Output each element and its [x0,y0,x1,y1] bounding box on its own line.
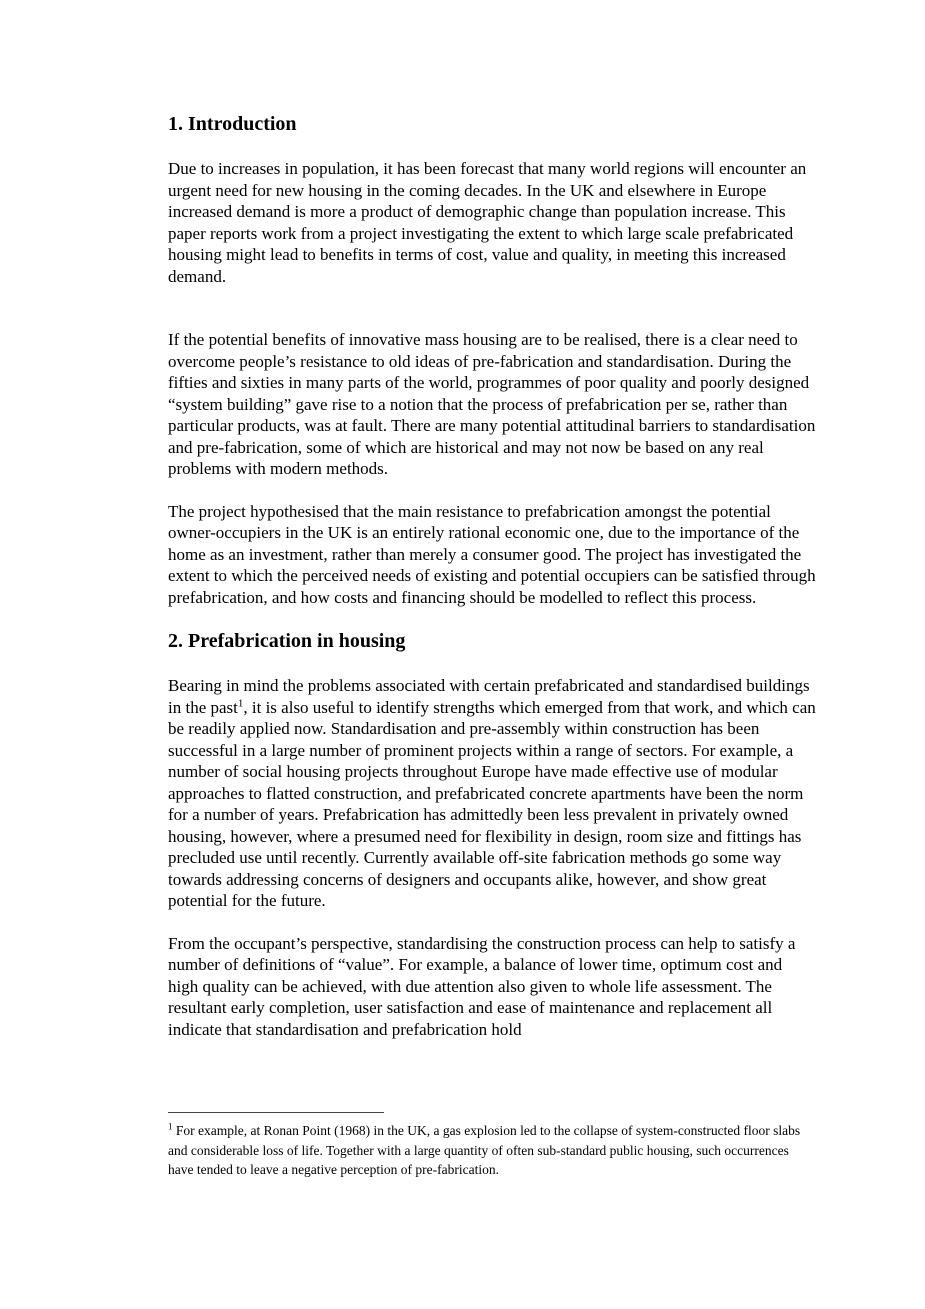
paragraph-intro-2: If the potential benefits of innovative mass housing are to be realised, there is a clear need to overcome people’s resistance to old ideas of pre-fabrication and standardisation. During the fifties and sixties in many parts of the world, programmes of poor quality and poorly designed “system building” gave rise to a notion that the process of prefabrication per se, rather than particular products, was at fault. There are many potential attitudinal barriers to standardisation and pre-fabrication, some of which are historical and may not now be based on any real problems with modern methods. [168,330,816,478]
section-heading-introduction: 1. Introduction [168,113,297,135]
footnote-area [168,1112,816,1180]
footnote [168,1121,816,1180]
paragraph-intro-1: Due to increases in population, it has been forecast that many world regions will encounter an urgent need for new housing in the coming decades. In the UK and elsewhere in Europe increased demand is more a product of demographic change than population increase. This paper reports work from a project investigating the extent to which large scale prefabricated housing might lead to benefits in terms of cost, value and quality, in meeting this increased demand. [168,159,807,286]
paragraph-prefab-1 [168,675,816,912]
footnote-separator-rule [168,1112,384,1113]
paragraph-prefab-2: From the occupant’s perspective, standardising the construction process can help to satisfy a number of definitions of “value”. For example, a balance of lower time, optimum cost and high quality can be achieved, with due attention also given to whole life assessment. The resultant early completion, user satisfaction and ease of maintenance and replacement all indicate that standardisation and prefabrication hold [168,933,796,1039]
paragraph-text-after-ref: , it is also useful to identify strengths which emerged from that work, and which can be readily applied now. Standardisation and pre-assembly within construction has been successful in a large number of prominent projects within a range of sectors. For example, a number of social housing projects throughout Europe have made effective use of modular approaches to flatted construction, and prefabricated concrete apartments have been the norm for a number of years. Prefabrication has admittedly been less prevalent in privately owned housing, however, where a presumed need for flexibility in design, room size and fittings has precluded use until recently. Currently available off-site fabrication methods go some way towards addressing concerns of designers and occupants alike, however, and show great potential for the future. [168,697,816,910]
footnote-reference: 1 [237,696,244,709]
footnote-body-text: For example, at Ronan Point (1968) in the UK, a gas explosion led to the collapse of system-constructed floor slabs and considerable loss of life. Together with a large quantity of often sub-standard public housing, such occurrences have tended to leave a negative perception of pre-fabrication. [168,1123,801,1177]
page-content [168,112,816,1061]
footnote-marker: 1 [168,1121,173,1132]
paragraph-text-before-ref: Bearing in mind the problems associated with certain prefabricated and standardised buildings in the past [168,676,810,717]
section-heading-prefabrication: 2. Prefabrication in housing [168,630,406,652]
paragraph-intro-3: The project hypothesised that the main resistance to prefabrication amongst the potential owner-occupiers in the UK is an entirely rational economic one, due to the importance of the home as an investment, rather than merely a consumer good. The project has investigated the extent to which the perceived needs of existing and potential occupiers can be satisfied through prefabrication, and how costs and financing should be modelled to reflect this process. [168,501,816,607]
